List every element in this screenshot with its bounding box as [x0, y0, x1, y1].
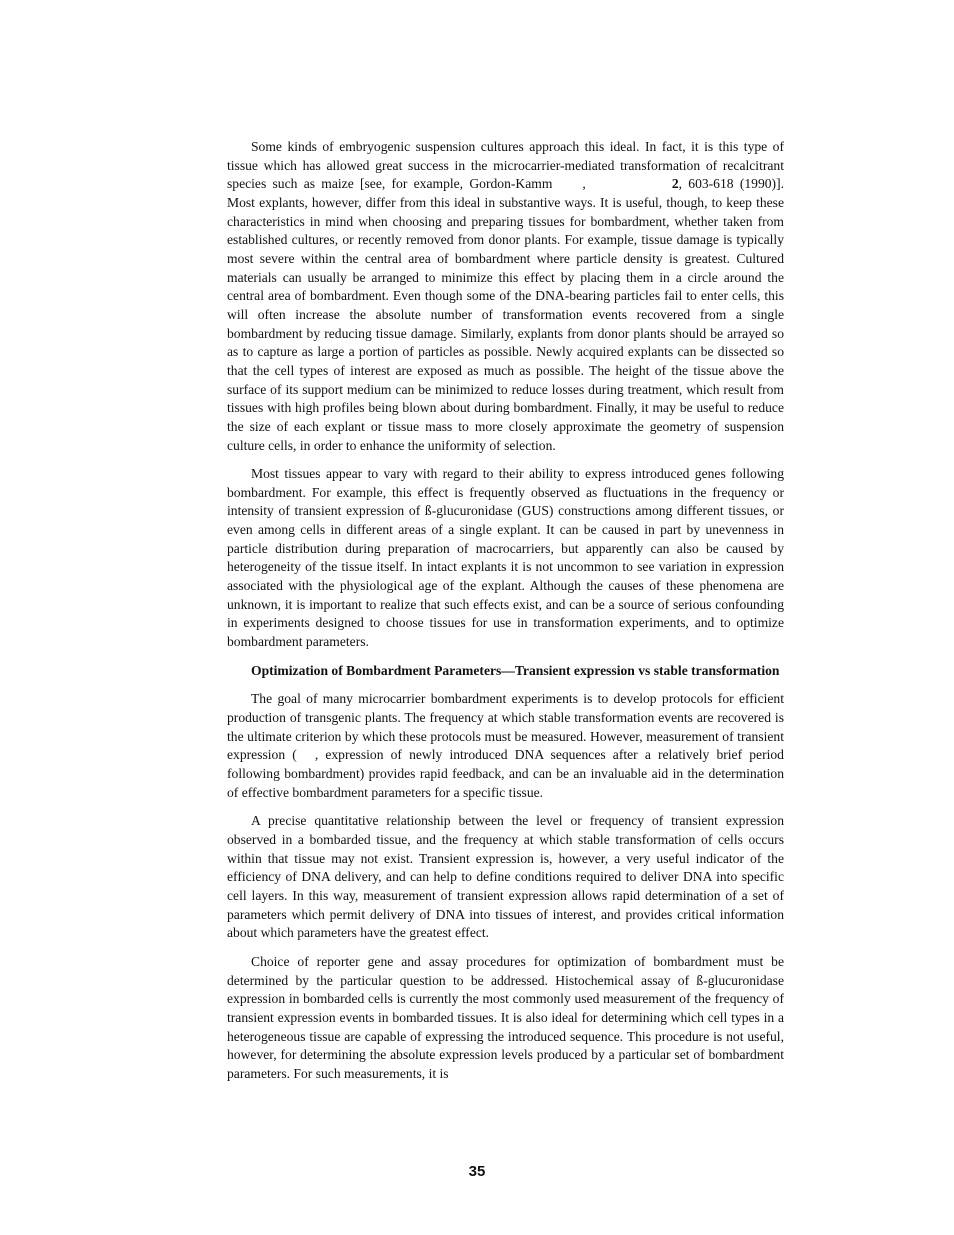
section-heading: Optimization of Bombardment Parameters—Transient expression vs stable transformation	[251, 662, 780, 678]
paragraph-expression-variation: Most tissues appear to vary with regard to their ability to express introduced genes following bombardment. For example, this effect is frequently observed as fluctuations in the frequency or intensity of transient expression of ß-glucuronidase (GUS) constructions among different tissues, or even among cells in different areas of a single explant. It can be caused in part by unevenness in particle distribution during preparation of macrocarriers, but apparently can also be caused by heterogeneity of the tissue itself. In intact explants it is not uncommon to see variation in expression associated with the physiological age of the explant. Although the causes of these phenomena are unknown, it is important to realize that such effects exist, and can be a source of serious confounding in experiments designed to choose tissues for use in transformation experiments, and to optimize bombardment parameters.	[227, 466, 784, 650]
paragraph-text: The goal of many microcarrier bombardment experiments is to develop protocols for efficient production of transgenic plants. The frequency at which stable transformation events are recovered is the ultimate criterion by which these protocols must be measured. However, measurement of transient expression (	[227, 691, 784, 763]
paragraph-transient-stable: A precise quantitative relationship between the level or frequency of transient expression observed in a bombarded tissue, and the frequency at which stable transformation of cells occurs within that tissue may not exist. Transient expression is, however, a very useful indicator of the efficiency of DNA delivery, and can help to define conditions required to deliver DNA into specific cell layers. In this way, measurement of transient expression allows rapid determination of a set of parameters which permit delivery of DNA into tissues of interest, and provides critical information about which parameters have the greatest effect.	[227, 813, 784, 941]
paragraph-text: Some kinds of embryogenic suspension cultures approach this ideal. In fact, it is this type of tissue which has allowed great success in the microcarrier-mediated transformation of recalcitrant species such as maize [see, for example, Gordon-Kamm	[227, 139, 784, 192]
body-text	[227, 138, 784, 1094]
page-number: 35	[468, 1163, 486, 1180]
paragraph-text: , 603-618 (1990)]. Most explants, however, differ from this ideal in substantive ways. It is useful, though, to keep these characteristics in mind when choosing and preparing tissues for bombardment, whether taken from established cultures, or recently removed from donor plants. For example, tissue damage is typically most severe within the central area of bombardment where particle density is greatest. Cultured materials can usually be arranged to minimize this effect by placing them in a circle around the central area of bombardment. Even though some of the DNA-bearing particles fail to enter cells, this will often increase the absolute number of transformation events recovered from a single bombardment by reducing tissue damage. Similarly, explants from donor plants should be arrayed so as to capture as large a portion of particles as possible. Newly acquired explants can be dissected so that the cell types of interest are exposed as much as possible. The height of the tissue above the surface of its support medium can be minimized to reduce losses during treatment, which result from tissues with high profiles being blown about during bombardment. Finally, it may be useful to reduce the size of each explant or tissue mass to more closely approximate the geometry of suspension culture cells, in order to enhance the uniformity of selection.	[227, 176, 785, 453]
paragraph-reporter-gene: Choice of reporter gene and assay procedures for optimization of bombardment must be determined by the particular question to be addressed. Histochemical assay of ß-glucuronidase expression in bombarded cells is currently the most commonly used measurement of the frequency of transient expression events in bombarded tissues. It is also ideal for determining which cell types in a heterogeneous tissue are capable of expressing the introduced sequence. This procedure is not useful, however, for determining the absolute expression levels produced by a particular set of bombardment parameters. For such measurements, it is	[227, 953, 784, 1081]
paragraph-bombardment-goal	[227, 690, 784, 802]
paragraph-text: , expression of newly introduced DNA sequences after a relatively brief period following bombardment) provides rapid feedback, and can be an invaluable aid in the determination of effective bombardment parameters for a specific tissue.	[227, 747, 784, 800]
citation-volume: 2	[671, 176, 679, 192]
citation-separator: ,	[582, 176, 586, 192]
paragraph-tissue-arrangement	[227, 138, 784, 455]
